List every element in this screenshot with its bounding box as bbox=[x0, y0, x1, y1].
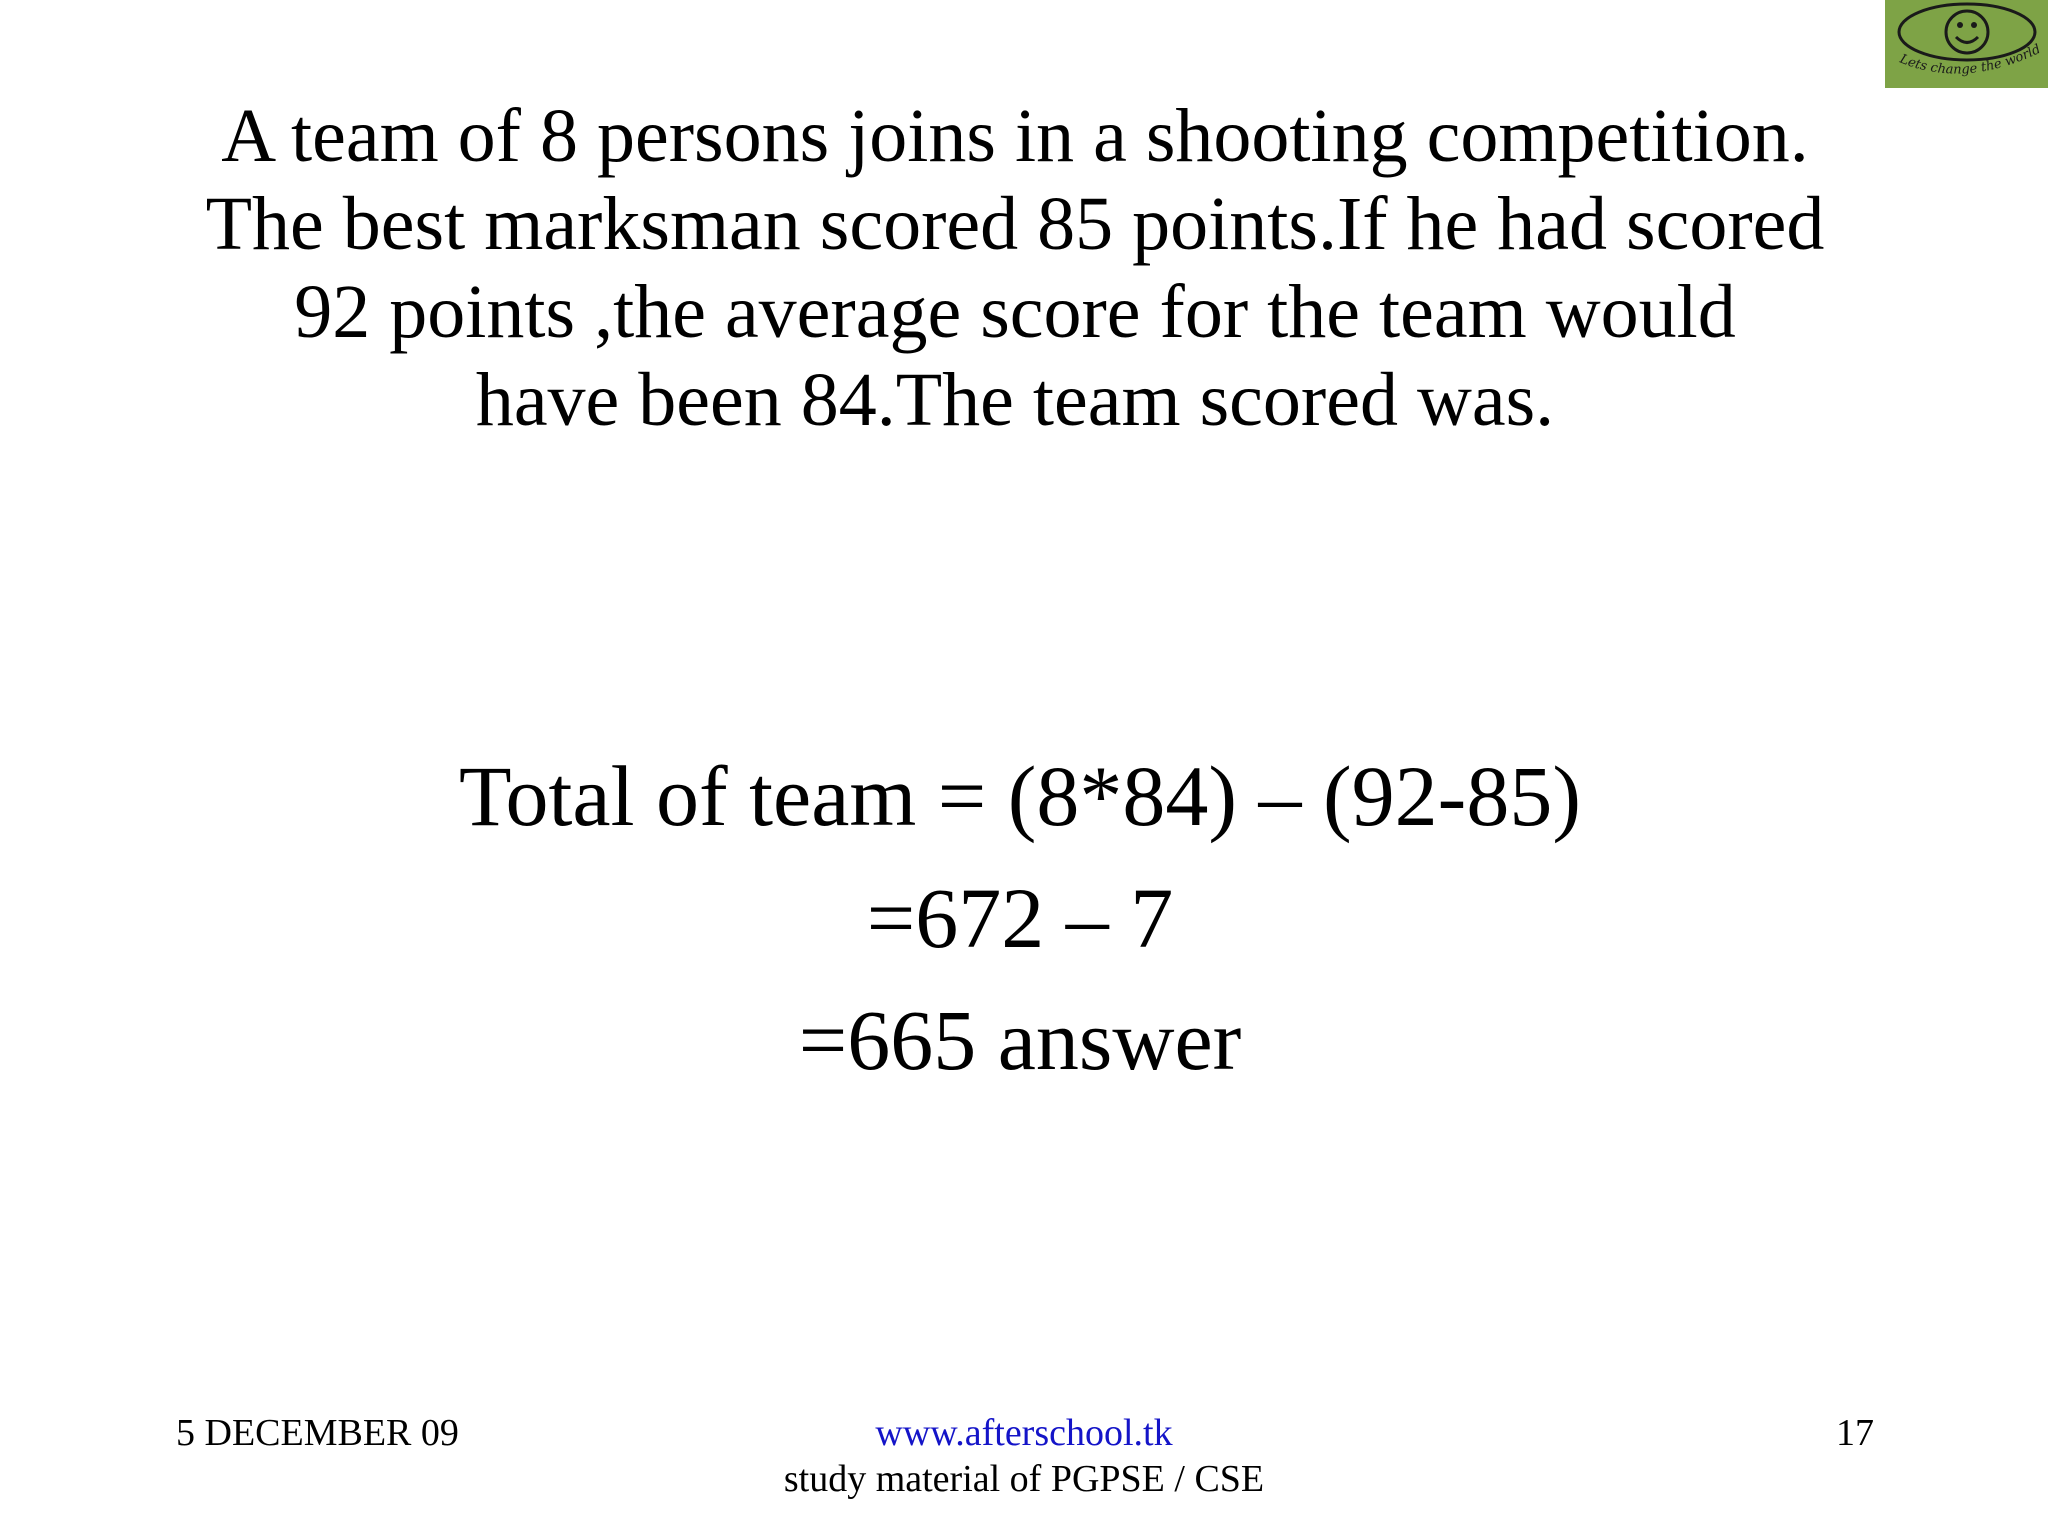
solution-block bbox=[200, 735, 1840, 1101]
question-line: have been 84.The team scored was. bbox=[475, 358, 1555, 442]
question-line: 92 points ,the average score for the team would bbox=[294, 270, 1736, 354]
smiley-eye-icon bbox=[1885, 0, 2048, 88]
logo bbox=[1885, 0, 2048, 88]
solution-line: =665 answer bbox=[798, 992, 1242, 1088]
logo-tagline: Lets change the world bbox=[1897, 41, 2044, 78]
solution-line: Total of team = (8*84) – (92-85) bbox=[459, 748, 1581, 844]
footer-subtitle: study material of PGPSE / CSE bbox=[783, 1458, 1265, 1500]
question-line: A team of 8 persons joins in a shooting competition. bbox=[221, 94, 1809, 178]
question-text bbox=[150, 92, 1880, 444]
footer-center bbox=[624, 1410, 1424, 1502]
website-link[interactable]: www.afterschool.tk bbox=[875, 1412, 1173, 1454]
page-number: 17 bbox=[1836, 1412, 1874, 1454]
question-line: The best marksman scored 85 points.If he had scored bbox=[205, 182, 1825, 266]
footer-date: 5 DECEMBER 09 bbox=[176, 1412, 459, 1454]
solution-line: =672 – 7 bbox=[866, 870, 1174, 966]
